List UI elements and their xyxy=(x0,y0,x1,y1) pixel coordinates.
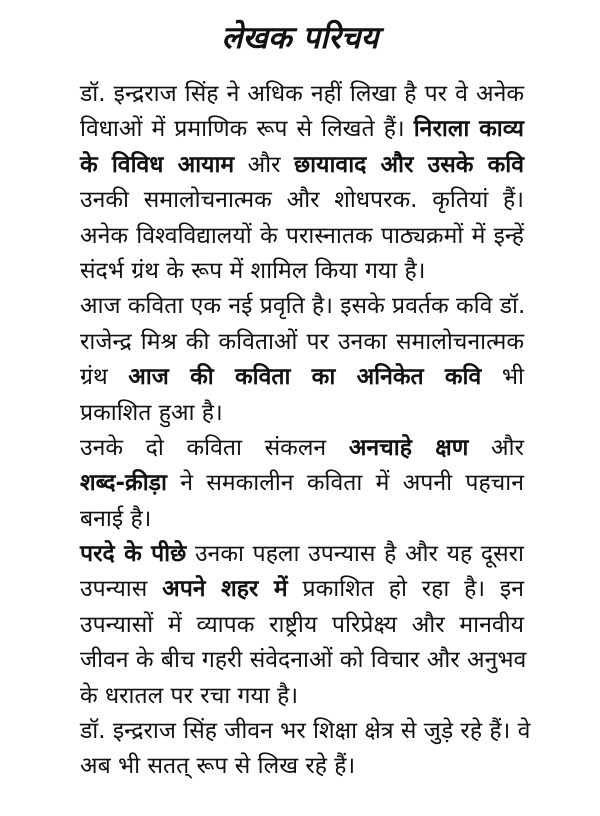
text-segment: उपन्यासों में व्यापक राष्ट्रीय परिप्रेक्ष्य और मानवीय xyxy=(80,611,524,638)
text-segment: जीवन के बीच गहरी संवेदनाओं को विचार और अनुभव xyxy=(80,647,527,674)
text-line xyxy=(80,77,524,112)
page-title: लेखक परिचय xyxy=(221,20,379,56)
text-line xyxy=(80,325,524,360)
book-title: निराला काव्य xyxy=(413,116,524,143)
text-segment: आज कविता एक नई प्रवृति है। इसके प्रवर्तक कवि डॉ. xyxy=(80,293,526,320)
text-segment: और xyxy=(234,151,295,178)
text-line xyxy=(80,289,524,324)
text-segment: अनेक विश्वविद्यालयों के परास्नातक पाठ्यक्रमों में इन्हें xyxy=(80,222,524,249)
text-segment: राजेन्द्र मिश्र की कविताओं पर उनका समालोचनात्मक xyxy=(80,328,524,355)
text-line xyxy=(80,643,527,678)
text-segment: डॉ. इन्द्रराज सिंह ने अधिक नहीं लिखा है पर वे अनेक xyxy=(80,81,524,107)
text-segment: विधाओं में प्रमाणिक रूप से लिखते हैं। xyxy=(80,116,414,143)
book-title: परदे के पीछे xyxy=(80,541,187,568)
paragraph xyxy=(80,77,524,289)
text-segment: अब भी सतत् रूप से लिख रहे हैं। xyxy=(80,753,356,780)
text-line xyxy=(80,502,524,537)
text-line xyxy=(80,254,524,289)
text-line xyxy=(80,608,524,643)
author-introduction-body xyxy=(80,77,531,785)
text-segment: संदर्भ ग्रंथ के रूप में शामिल किया गया है। xyxy=(80,257,426,284)
book-title: के विविध आयाम xyxy=(80,151,235,178)
text-segment: उनके दो कविता संकलन xyxy=(80,434,349,461)
text-segment: उनकी समालोचनात्मक और शोधपरक. कृतियां हैं। xyxy=(80,187,524,214)
text-line xyxy=(80,112,524,147)
text-line xyxy=(80,749,524,784)
text-segment: उपन्यास xyxy=(80,576,163,603)
paragraph xyxy=(80,431,524,537)
text-segment: भी xyxy=(481,364,525,391)
text-line xyxy=(80,431,524,466)
text-line xyxy=(80,219,524,254)
book-title: शब्द-क्रीड़ा xyxy=(80,470,167,497)
text-line xyxy=(80,396,524,431)
text-line xyxy=(80,148,524,183)
text-segment: प्रकाशित हुआ है। xyxy=(80,399,223,426)
text-segment: बनाई है। xyxy=(80,505,152,532)
text-segment: ने समकालीन कविता में अपनी पहचान xyxy=(166,470,524,497)
text-segment: डॉ. इन्द्रराज सिंह जीवन भर शिक्षा क्षेत्र से जुड़े रहे हैं। वे xyxy=(80,718,531,745)
text-segment: प्रकाशित हो रहा है। इन xyxy=(287,576,524,603)
paragraph xyxy=(80,289,524,431)
text-line xyxy=(80,466,524,501)
text-line xyxy=(80,183,524,218)
text-segment: और xyxy=(468,434,524,461)
book-title: छायावाद और उसके कवि xyxy=(294,151,524,178)
paragraph xyxy=(80,537,527,714)
text-line xyxy=(80,714,531,749)
book-title: अनचाहे क्षण xyxy=(348,434,469,461)
book-title: आज की कविता का अनिकेत कवि xyxy=(128,364,482,391)
text-line xyxy=(80,679,524,714)
paragraph xyxy=(80,714,531,785)
text-segment: के धरातल पर रचा गया है। xyxy=(80,682,299,709)
book-title: अपने शहर में xyxy=(162,576,288,603)
text-line xyxy=(80,572,524,607)
text-line xyxy=(80,537,524,572)
text-line xyxy=(80,360,524,395)
text-segment: उनका पहला उपन्यास है और यह दूसरा xyxy=(186,541,524,568)
text-segment: ग्रंथ xyxy=(80,364,129,391)
